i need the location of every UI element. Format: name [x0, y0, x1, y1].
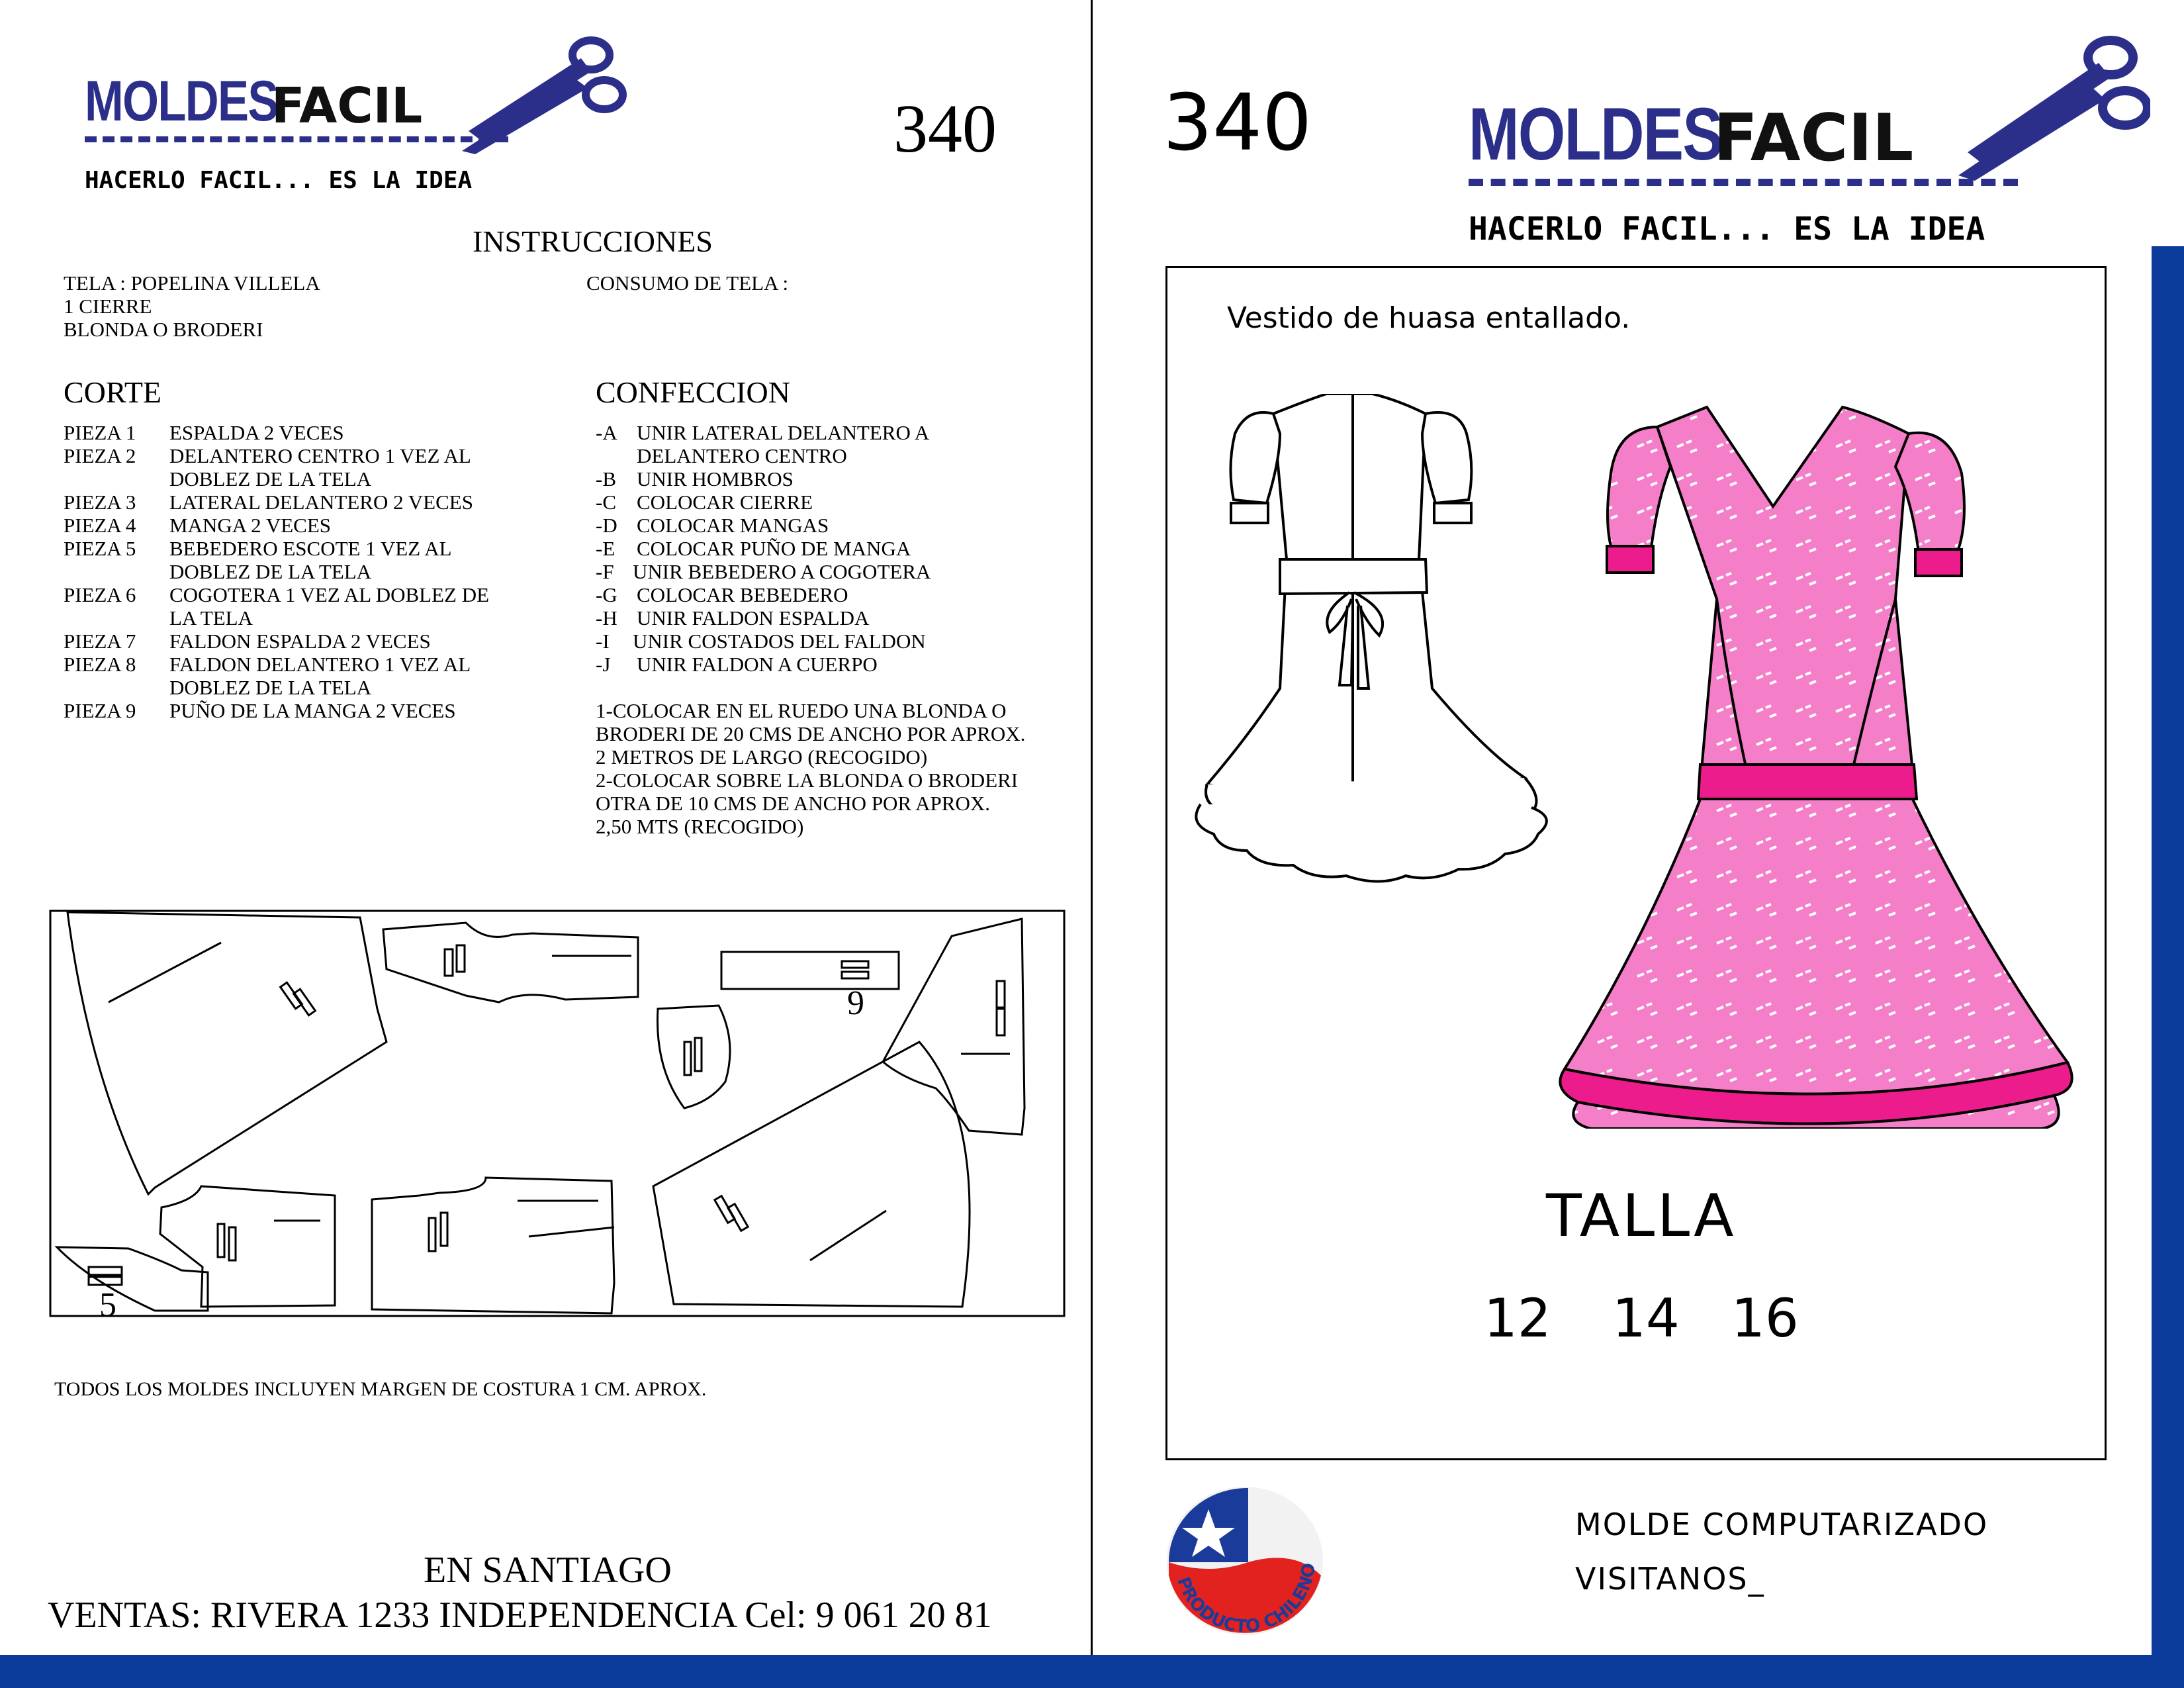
step-text: UNIR BEBEDERO A COGOTERA [633, 560, 931, 583]
cut-section-title: CORTE [64, 375, 162, 409]
step-code: -H [596, 606, 617, 630]
step-text: COLOCAR PUÑO DE MANGA [637, 537, 911, 560]
instructions-title: INSTRUCCIONES [473, 224, 713, 258]
size-16: 16 [1731, 1288, 1799, 1349]
scissors-icon [1952, 30, 2150, 182]
assembly-section-title: CONFECCION [596, 375, 790, 409]
side-accent-bar [2152, 246, 2184, 1655]
layout-number-9: 9 [847, 984, 864, 1022]
brand-tagline-right: HACERLO FACIL... ES LA IDEA [1469, 211, 1985, 248]
step-text: UNIR FALDON ESPALDA [637, 606, 870, 630]
note-line: BRODERI DE 20 CMS DE ANCHO POR APROX. [596, 722, 1026, 745]
piece-sleeve [383, 923, 638, 1002]
step-code: -I [596, 630, 610, 653]
logo-facil-text: FACIL [271, 77, 423, 134]
logo-dash-line [1469, 179, 2018, 186]
step-text: DELANTERO CENTRO [637, 444, 847, 467]
cover-box [1165, 266, 2107, 1460]
dress-front-illustration [1551, 400, 2081, 1129]
step-code: -C [596, 491, 616, 514]
fabric-list [64, 271, 320, 341]
step-text: UNIR HOMBROS [637, 467, 794, 491]
producto-chileno-badge [1162, 1483, 1334, 1642]
piece-cuff [721, 952, 899, 989]
logo-dash-line [85, 136, 508, 142]
note-line: 2,50 MTS (RECOGIDO) [596, 815, 804, 838]
step-code: -B [596, 467, 616, 491]
piece-bodice-back [160, 1186, 335, 1307]
piece-text: FALDON ESPALDA 2 VECES [169, 630, 431, 653]
badge-text: PRODUCTO CHILENO [1173, 1562, 1320, 1637]
note-line: 2 METROS DE LARGO (RECOGIDO) [596, 745, 928, 769]
note-line: OTRA DE 10 CMS DE ANCHO POR APROX. [596, 792, 990, 815]
size-12: 12 [1484, 1288, 1551, 1349]
step-code: -D [596, 514, 617, 537]
piece-text: ESPALDA 2 VECES [169, 421, 344, 444]
seam-allowance-note: TODOS LOS MOLDES INCLUYEN MARGEN DE COSTURA 1 CM. APROX. [54, 1378, 707, 1400]
sales-address: VENTAS: RIVERA 1233 INDEPENDENCIA Cel: 9 061 20 81 [48, 1595, 992, 1636]
step-code: -J [596, 653, 611, 676]
piece-label: PIEZA 1 [64, 421, 136, 444]
footer-line1: MOLDE COMPUTARIZADO [1575, 1507, 1989, 1542]
fabric-line: 1 CIERRE [64, 295, 152, 318]
piece-text: BEBEDERO ESCOTE 1 VEZ AL [169, 537, 452, 560]
step-code: -G [596, 583, 617, 606]
piece-text: PUÑO DE LA MANGA 2 VECES [169, 699, 456, 722]
right-page [1093, 0, 2184, 1655]
logo-facil-text: FACIL [1713, 101, 1914, 176]
note-line: 2-COLOCAR SOBRE LA BLONDA O BRODERI [596, 769, 1019, 792]
cut-pieces-list [64, 421, 489, 722]
pattern-layout-diagram [49, 910, 1066, 1317]
step-text: UNIR LATERAL DELANTERO A [637, 421, 930, 444]
piece-bodice-front [372, 1178, 614, 1313]
step-code: -E [596, 537, 615, 560]
assembly-steps-list [596, 421, 1025, 838]
step-code: -F [596, 560, 614, 583]
pattern-number-right: 340 [1163, 77, 1312, 168]
piece-label: PIEZA 9 [64, 699, 136, 722]
bottom-accent-bar [0, 1655, 2184, 1688]
logo-moldes-text: MOLDES [1469, 93, 1723, 175]
step-text: COLOCAR BEBEDERO [637, 583, 848, 606]
fabric-line: BLONDA O BRODERI [64, 318, 263, 341]
size-label: TALLA [1546, 1182, 1737, 1250]
layout-number-5: 5 [99, 1286, 116, 1317]
scissors-icon [455, 32, 627, 158]
piece-text: LA TELA [169, 606, 253, 630]
piece-collar [658, 1006, 731, 1108]
piece-label: PIEZA 2 [64, 444, 136, 467]
brand-tagline-left: HACERLO FACIL... ES LA IDEA [85, 167, 473, 194]
piece-skirt-back [68, 912, 387, 1194]
step-code: -A [596, 421, 617, 444]
fabric-line: TELA : POPELINA VILLELA [64, 271, 320, 295]
piece-text: DOBLEZ DE LA TELA [169, 676, 372, 699]
pattern-number-left: 340 [893, 91, 997, 167]
step-text: COLOCAR MANGAS [637, 514, 829, 537]
step-text: UNIR COSTADOS DEL FALDON [633, 630, 926, 653]
layout-frame [50, 911, 1064, 1316]
note-line: 1-COLOCAR EN EL RUEDO UNA BLONDA O [596, 699, 1007, 722]
step-text: UNIR FALDON A CUERPO [637, 653, 878, 676]
brand-logo-right [1469, 93, 2130, 202]
piece-text: DELANTERO CENTRO 1 VEZ AL [169, 444, 471, 467]
piece-label: PIEZA 7 [64, 630, 136, 653]
size-14: 14 [1612, 1288, 1680, 1349]
dress-description: Vestido de huasa entallado. [1227, 301, 1631, 335]
piece-label: PIEZA 8 [64, 653, 136, 676]
piece-skirt-front [653, 1042, 970, 1307]
piece-bib [57, 1247, 208, 1311]
logo-moldes-text: MOLDES [85, 70, 278, 133]
sales-city: EN SANTIAGO [424, 1550, 672, 1591]
left-page [0, 0, 1092, 1655]
piece-label: PIEZA 3 [64, 491, 136, 514]
piece-text: DOBLEZ DE LA TELA [169, 467, 372, 491]
step-text: COLOCAR CIERRE [637, 491, 813, 514]
piece-label: PIEZA 6 [64, 583, 136, 606]
piece-label: PIEZA 5 [64, 537, 136, 560]
fabric-consumption-label: CONSUMO DE TELA : [586, 271, 789, 295]
brand-logo-left [85, 71, 601, 171]
footer-line2: VISITANOS_ [1575, 1561, 1765, 1597]
piece-label: PIEZA 4 [64, 514, 136, 537]
piece-text: LATERAL DELANTERO 2 VECES [169, 491, 473, 514]
piece-text: COGOTERA 1 VEZ AL DOBLEZ DE [169, 583, 490, 606]
dress-back-illustration [1181, 394, 1565, 904]
piece-text: FALDON DELANTERO 1 VEZ AL [169, 653, 471, 676]
piece-text: MANGA 2 VECES [169, 514, 332, 537]
piece-text: DOBLEZ DE LA TELA [169, 560, 372, 583]
